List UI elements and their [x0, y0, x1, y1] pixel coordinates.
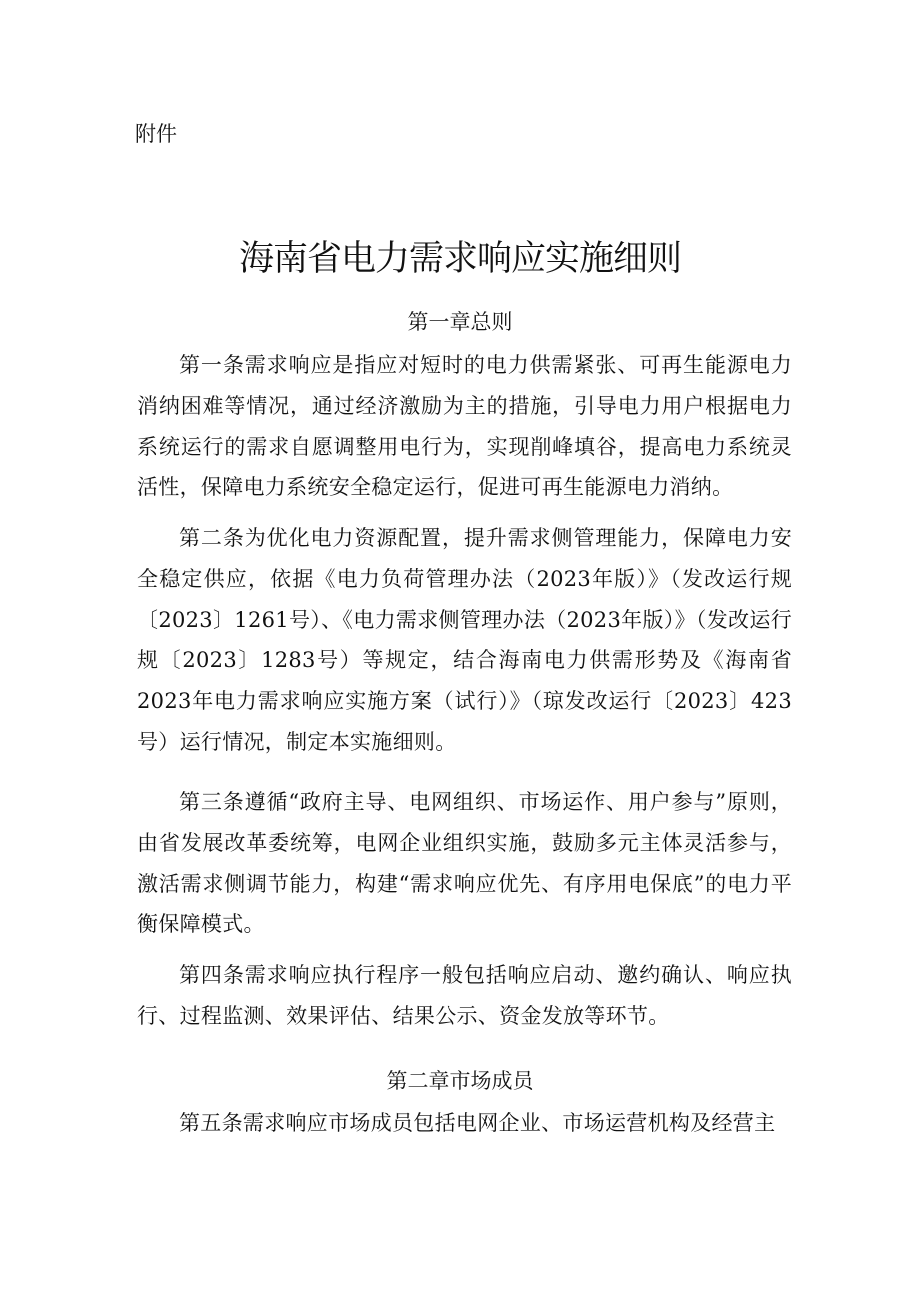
article-paragraph: 第二条为优化电力资源配置，提升需求侧管理能力，保障电力安全稳定供应，依据《电力负荷管理办法（2023年版）》（发改运行规〔2023〕1261号）、《电力需求侧管理办法（2023年版）》（发改运行规〔2023〕1283号）等规定，结合海南电力供需形势及《海南省2023年电力需求响应实施方案（试行）》（琼发改运行〔2023〕423号）运行情况，制定本实施细则。	[137, 526, 792, 754]
attachment-label: 附件	[135, 122, 177, 146]
article-paragraph: 第五条需求响应市场成员包括电网企业、市场运营机构及经营主	[179, 1111, 776, 1135]
chapter-heading: 第一章总则	[407, 310, 513, 334]
document-title: 海南省电力需求响应实施细则	[238, 239, 681, 280]
article-paragraph: 第三条遵循“政府主导、电网组织、市场运作、用户参与”原则，由省发展改革委统筹，电网企业组织实施，鼓励多元主体灵活参与，激活需求侧调节能力，构建“需求响应优先、有序用电保底”的电力平衡保障模式。	[137, 790, 792, 937]
article-paragraph: 第四条需求响应执行程序一般包括响应启动、邀约确认、响应执行、过程监测、效果评估、结果公示、资金发放等环节。	[137, 963, 792, 1028]
article-paragraph: 第一条需求响应是指应对短时的电力供需紧张、可再生能源电力消纳困难等情况，通过经济激励为主的措施，引导电力用户根据电力系统运行的需求自愿调整用电行为，实现削峰填谷，提高电力系统灵活性，保障电力系统安全稳定运行，促进可再生能源电力消纳。	[137, 353, 792, 500]
chapter-heading: 第二章市场成员	[386, 1069, 534, 1093]
